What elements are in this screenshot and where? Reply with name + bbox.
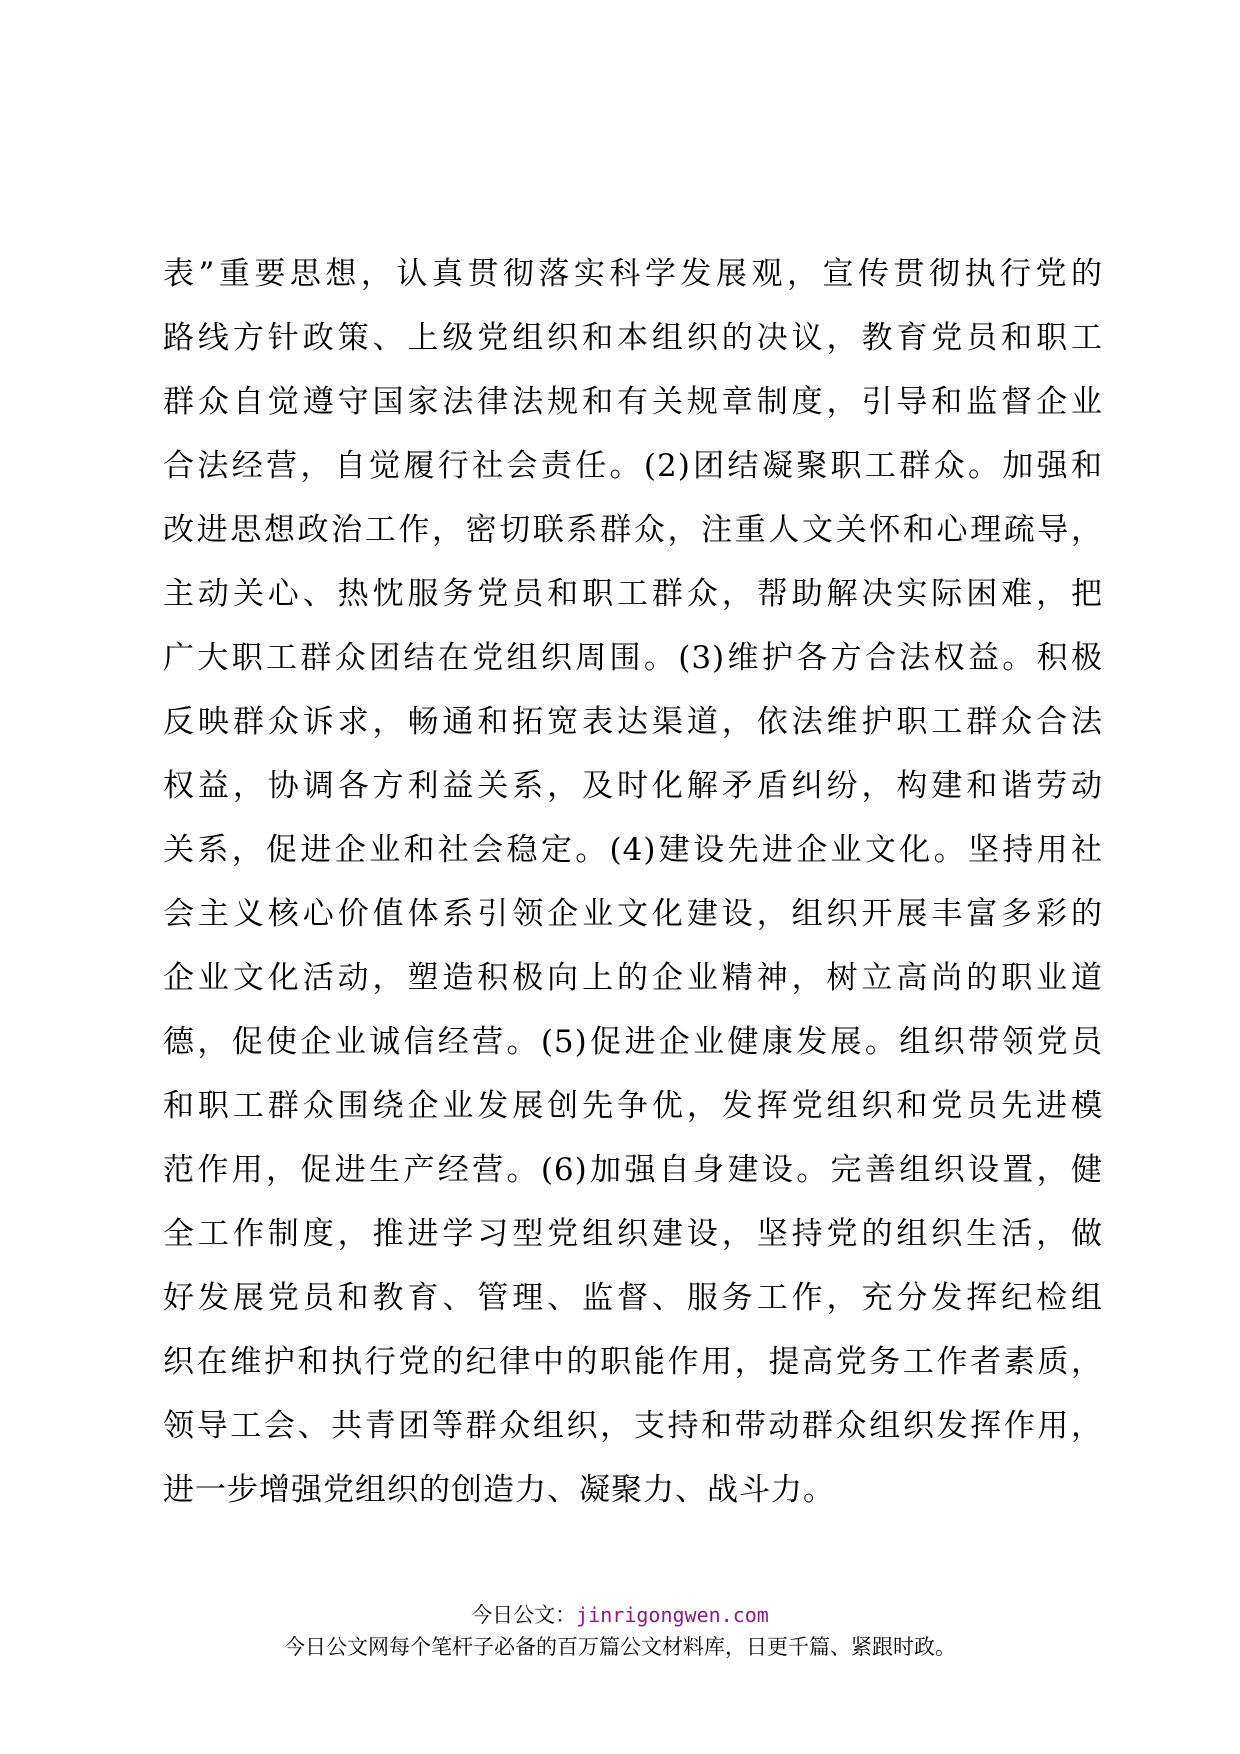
- body-line: 织在维护和执行党的纪律中的职能作用，提高党务工作者素质，: [163, 1344, 1103, 1380]
- body-line: 好发展党员和教育、管理、监督、服务工作，充分发挥纪检组: [163, 1280, 1103, 1316]
- footer-source-link[interactable]: jinrigongwen.com: [576, 1603, 769, 1627]
- body-line: 领导工会、共青团等群众组织，支持和带动群众组织发挥作用，: [163, 1408, 1103, 1444]
- body-line: 全工作制度，推进学习型党组织建设，坚持党的组织生活，做: [163, 1216, 1103, 1252]
- body-line: 合法经营，自觉履行社会责任。(2)团结凝聚职工群众。加强和: [163, 448, 1103, 484]
- page-footer: [0, 1600, 1240, 1664]
- body-line: 会主义核心价值体系引领企业文化建设，组织开展丰富多彩的: [163, 896, 1103, 932]
- document-body: [163, 242, 1103, 1522]
- body-line: 企业文化活动，塑造积极向上的企业精神，树立高尚的职业道: [163, 960, 1103, 996]
- body-line: 关系，促进企业和社会稳定。(4)建设先进企业文化。坚持用社: [163, 832, 1103, 868]
- footer-tagline: 今日公文网每个笔杆子必备的百万篇公文材料库，日更千篇、紧跟时政。: [284, 1635, 956, 1659]
- body-line: 群众自觉遵守国家法律法规和有关规章制度，引导和监督企业: [163, 384, 1103, 420]
- body-line: 范作用，促进生产经营。(6)加强自身建设。完善组织设置，健: [163, 1152, 1103, 1188]
- footer-source: [0, 1600, 1240, 1630]
- body-line: 表”重要思想，认真贯彻落实科学发展观，宣传贯彻执行党的: [163, 256, 1103, 292]
- body-line: 德，促使企业诚信经营。(5)促进企业健康发展。组织带领党员: [163, 1024, 1103, 1060]
- body-line: 反映群众诉求，畅通和拓宽表达渠道，依法维护职工群众合法: [163, 704, 1103, 740]
- body-line: 权益，协调各方利益关系，及时化解矛盾纠纷，构建和谐劳动: [163, 768, 1103, 804]
- body-line: 广大职工群众团结在党组织周围。(3)维护各方合法权益。积极: [163, 640, 1103, 676]
- body-line-last: 进一步增强党组织的创造力、凝聚力、战斗力。: [163, 1472, 835, 1508]
- body-line: 改进思想政治工作，密切联系群众，注重人文关怀和心理疏导，: [163, 512, 1103, 548]
- footer-source-label: 今日公文：: [471, 1603, 577, 1627]
- body-line: 和职工群众围绕企业发展创先争优，发挥党组织和党员先进模: [163, 1088, 1103, 1124]
- body-line: 路线方针政策、上级党组织和本组织的决议，教育党员和职工: [163, 320, 1103, 356]
- body-line: 主动关心、热忱服务党员和职工群众，帮助解决实际困难，把: [163, 576, 1103, 612]
